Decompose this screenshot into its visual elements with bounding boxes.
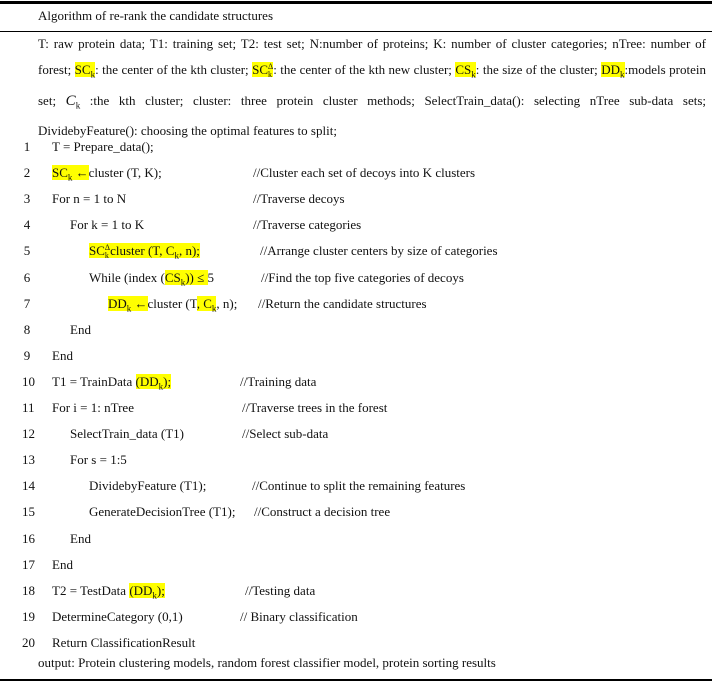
subscript: k — [152, 590, 157, 601]
code-comment: //Select sub-data — [242, 426, 329, 442]
code-statement — [89, 504, 235, 520]
segment-text: SC — [252, 62, 269, 77]
code-comment: //Continue to split the remaining features — [252, 478, 466, 494]
algorithm-line — [0, 557, 712, 577]
code-statement — [70, 426, 184, 442]
text-segment — [52, 191, 126, 206]
text-segment — [89, 478, 206, 493]
highlighted-term — [163, 374, 171, 389]
segment-text: For s = 1:5 — [70, 452, 127, 468]
subscript: k — [620, 69, 625, 80]
code-statement — [52, 635, 195, 651]
text-segment — [52, 635, 195, 650]
segment-text: ); — [156, 582, 165, 598]
segment-text: ← — [72, 165, 89, 181]
text-segment — [89, 165, 162, 180]
segment-text: C — [65, 92, 76, 109]
line-number: 4 — [23, 217, 31, 233]
algorithm-line — [0, 478, 712, 498]
segment-text: SelectTrain_data (T1) — [70, 426, 184, 442]
line-number: 16 — [22, 530, 35, 546]
code-statement — [52, 348, 73, 364]
text-segment — [148, 296, 197, 311]
algorithm-line — [0, 322, 712, 342]
text-segment — [216, 296, 237, 311]
subscript: k — [471, 69, 476, 80]
text-segment — [70, 217, 144, 232]
highlighted-term — [110, 243, 174, 258]
text-segment — [70, 452, 127, 467]
algorithm-line — [0, 609, 712, 629]
segment-text: While (index ( — [89, 269, 165, 285]
line-number: 5 — [23, 243, 31, 259]
segment-text: ); — [163, 373, 172, 389]
line-number: 2 — [23, 165, 31, 181]
highlighted-term — [164, 269, 186, 288]
segment-text: SC — [74, 62, 91, 77]
code-comment: //Return the candidate structures — [258, 295, 427, 311]
line-number: 3 — [23, 191, 31, 207]
code-statement — [70, 322, 91, 338]
code-comment: //Testing data — [245, 582, 316, 598]
top-rule — [0, 1, 712, 4]
segment-text: End — [70, 321, 91, 337]
line-number: 8 — [23, 321, 31, 337]
segment-text: For n = 1 to N — [52, 191, 127, 207]
segment-text: 5 — [207, 269, 215, 285]
highlighted-term — [252, 62, 274, 80]
highlighted-term — [89, 243, 111, 261]
segment-text: DividebyFeature (T1); — [89, 478, 207, 494]
segment-text: End — [52, 556, 73, 572]
text-segment — [95, 62, 252, 77]
highlighted-term — [52, 165, 73, 183]
code-statement — [52, 165, 162, 183]
highlighted-term — [185, 270, 207, 285]
algorithm-line — [0, 270, 712, 290]
math-symbol — [65, 92, 81, 111]
text-segment — [476, 62, 601, 77]
highlighted-term — [179, 243, 200, 258]
segment-text: Return ClassificationResult — [52, 634, 196, 650]
segment-text: :models protein set; — [38, 62, 706, 108]
highlighted-term — [157, 583, 165, 598]
segment-text: )) ≤ — [185, 269, 208, 285]
text-segment — [52, 348, 73, 363]
subscript: k — [90, 69, 96, 80]
code-statement — [89, 270, 214, 288]
segment-text: , n); — [178, 243, 200, 259]
line-number: 9 — [23, 347, 31, 363]
code-comment: //Traverse categories — [253, 217, 362, 233]
highlighted-term — [108, 295, 132, 314]
segment-text: T2 = TestData — [52, 582, 130, 598]
segment-text: ← — [131, 295, 148, 311]
segment-text: SC — [52, 165, 68, 181]
segment-text: CS — [455, 62, 472, 77]
text-segment — [52, 139, 154, 154]
line-number: 10 — [22, 373, 35, 389]
text-segment — [52, 374, 136, 389]
code-statement — [52, 374, 171, 392]
code-comment: //Construct a decision tree — [254, 504, 391, 520]
code-statement — [52, 583, 165, 601]
text-segment — [52, 400, 134, 415]
definitions — [38, 31, 706, 144]
text-segment — [52, 583, 129, 598]
code-statement — [52, 609, 183, 625]
line-number: 6 — [23, 269, 31, 285]
segment-text: : the center of the kth cluster; — [95, 62, 253, 77]
line-number: 1 — [23, 139, 31, 154]
subscript: k — [126, 303, 132, 314]
segment-text: GenerateDecisionTree (T1); — [89, 504, 236, 520]
algorithm-line — [0, 452, 712, 472]
text-segment — [38, 93, 706, 139]
algorithm-line — [0, 217, 712, 237]
highlighted-term — [131, 296, 147, 311]
code-statement — [70, 452, 127, 468]
segment-text: For k = 1 to K — [70, 217, 145, 233]
code-comment: //Find the top five categories of decoys — [261, 269, 464, 285]
code-comment: // Binary classification — [240, 608, 358, 624]
text-segment — [70, 426, 184, 441]
highlighted-term — [72, 165, 88, 180]
algorithm-line — [0, 296, 712, 316]
segment-text: (DD — [129, 582, 153, 598]
line-number: 13 — [22, 452, 35, 468]
segment-text: T: raw protein data; T1: training set; T2: test set; N:number of proteins; K: number of cluster categories; nTree: number of forest; — [38, 36, 706, 77]
highlighted-term — [74, 62, 96, 80]
line-number: 19 — [22, 608, 35, 624]
code-comment: //Training data — [240, 373, 317, 389]
segment-text: End — [52, 347, 73, 363]
code-statement — [89, 243, 200, 261]
text-segment — [273, 62, 455, 77]
line-number: 17 — [22, 556, 35, 572]
text-segment — [70, 322, 91, 337]
algorithm-line — [0, 504, 712, 524]
superscript: Δ — [268, 62, 274, 72]
algorithm-line — [0, 165, 712, 185]
segment-text: cluster (T, C — [110, 243, 175, 259]
line-number: 11 — [22, 400, 35, 415]
subscript: k — [211, 303, 217, 314]
segment-text: DetermineCategory (0,1) — [52, 608, 183, 624]
line-number: 7 — [23, 295, 31, 311]
code-statement — [52, 557, 73, 573]
line-number: 20 — [22, 634, 35, 650]
text-segment — [89, 270, 165, 285]
text-segment — [70, 531, 91, 546]
text-segment — [89, 504, 235, 519]
algorithm-line — [0, 374, 712, 394]
code-comment: //Arrange cluster centers by size of categories — [260, 243, 498, 259]
code-statement — [52, 191, 126, 207]
code-statement — [70, 217, 144, 233]
segment-text: :the kth cluster; cluster: three protein cluster methods; SelectTrain_data(): selecting nTree sub-data sets; DividebyFeature(): choosing the optimal features to split; — [38, 92, 706, 139]
segment-text: DD — [108, 295, 127, 311]
algorithm-title: Algorithm of re-rank the candidate structures — [38, 8, 273, 23]
code-statement — [70, 531, 91, 547]
code-statement — [52, 139, 154, 155]
subscript: k — [75, 100, 81, 111]
segment-text: , C — [196, 295, 212, 311]
subscript: k — [104, 251, 109, 261]
algorithm-line — [0, 635, 712, 655]
code-statement — [52, 400, 134, 416]
line-number: 12 — [22, 426, 35, 442]
algorithm-line — [0, 583, 712, 603]
code-statement — [89, 478, 206, 494]
highlighted-term — [136, 374, 159, 389]
segment-text: T = Prepare_data(); — [52, 139, 154, 154]
line-number: 18 — [22, 582, 35, 598]
highlighted-term — [455, 62, 476, 80]
algorithm-line — [0, 426, 712, 446]
segment-text: DD — [601, 62, 621, 77]
segment-text: SC — [89, 243, 105, 259]
segment-text: : the center of the kth new cluster; — [273, 62, 456, 77]
text-segment — [208, 270, 215, 285]
segment-text: T1 = TrainData — [52, 373, 136, 389]
segment-text: CS — [164, 269, 181, 285]
code-comment: //Traverse trees in the forest — [242, 400, 388, 415]
segment-text: For i = 1: nTree — [52, 400, 134, 415]
text-segment — [52, 557, 73, 572]
segment-text: (DD — [135, 373, 159, 389]
output-text: output: Protein clustering models, random forest classifier model, protein sorting results — [38, 655, 496, 670]
segment-text: cluster (T — [147, 295, 197, 311]
bottom-rule — [0, 679, 712, 681]
algorithm-line — [0, 243, 712, 263]
algorithm-line — [0, 191, 712, 211]
algorithm-line — [0, 400, 712, 420]
segment-text: End — [70, 530, 91, 546]
subscript: k — [268, 70, 273, 80]
code-comment: //Traverse decoys — [253, 191, 345, 207]
line-number: 14 — [22, 478, 35, 494]
subscript: k — [174, 250, 179, 261]
line-number: 15 — [22, 504, 35, 520]
highlighted-term — [129, 583, 152, 598]
segment-text: cluster (T, K); — [88, 165, 162, 181]
algorithm-line — [0, 348, 712, 368]
segment-text: : the size of the cluster; — [475, 62, 602, 77]
algorithm-line — [0, 531, 712, 551]
highlighted-term — [601, 62, 625, 80]
algorithm-line — [0, 139, 712, 159]
segment-text: , n); — [216, 295, 238, 311]
highlighted-term — [197, 296, 212, 311]
code-statement — [108, 296, 237, 314]
code-comment: //Cluster each set of decoys into K clusters — [253, 165, 476, 181]
subscript: k — [67, 172, 73, 183]
subscript: k — [180, 277, 186, 288]
superscript: Δ — [104, 243, 111, 253]
text-segment — [52, 609, 183, 624]
subscript: k — [158, 381, 164, 392]
